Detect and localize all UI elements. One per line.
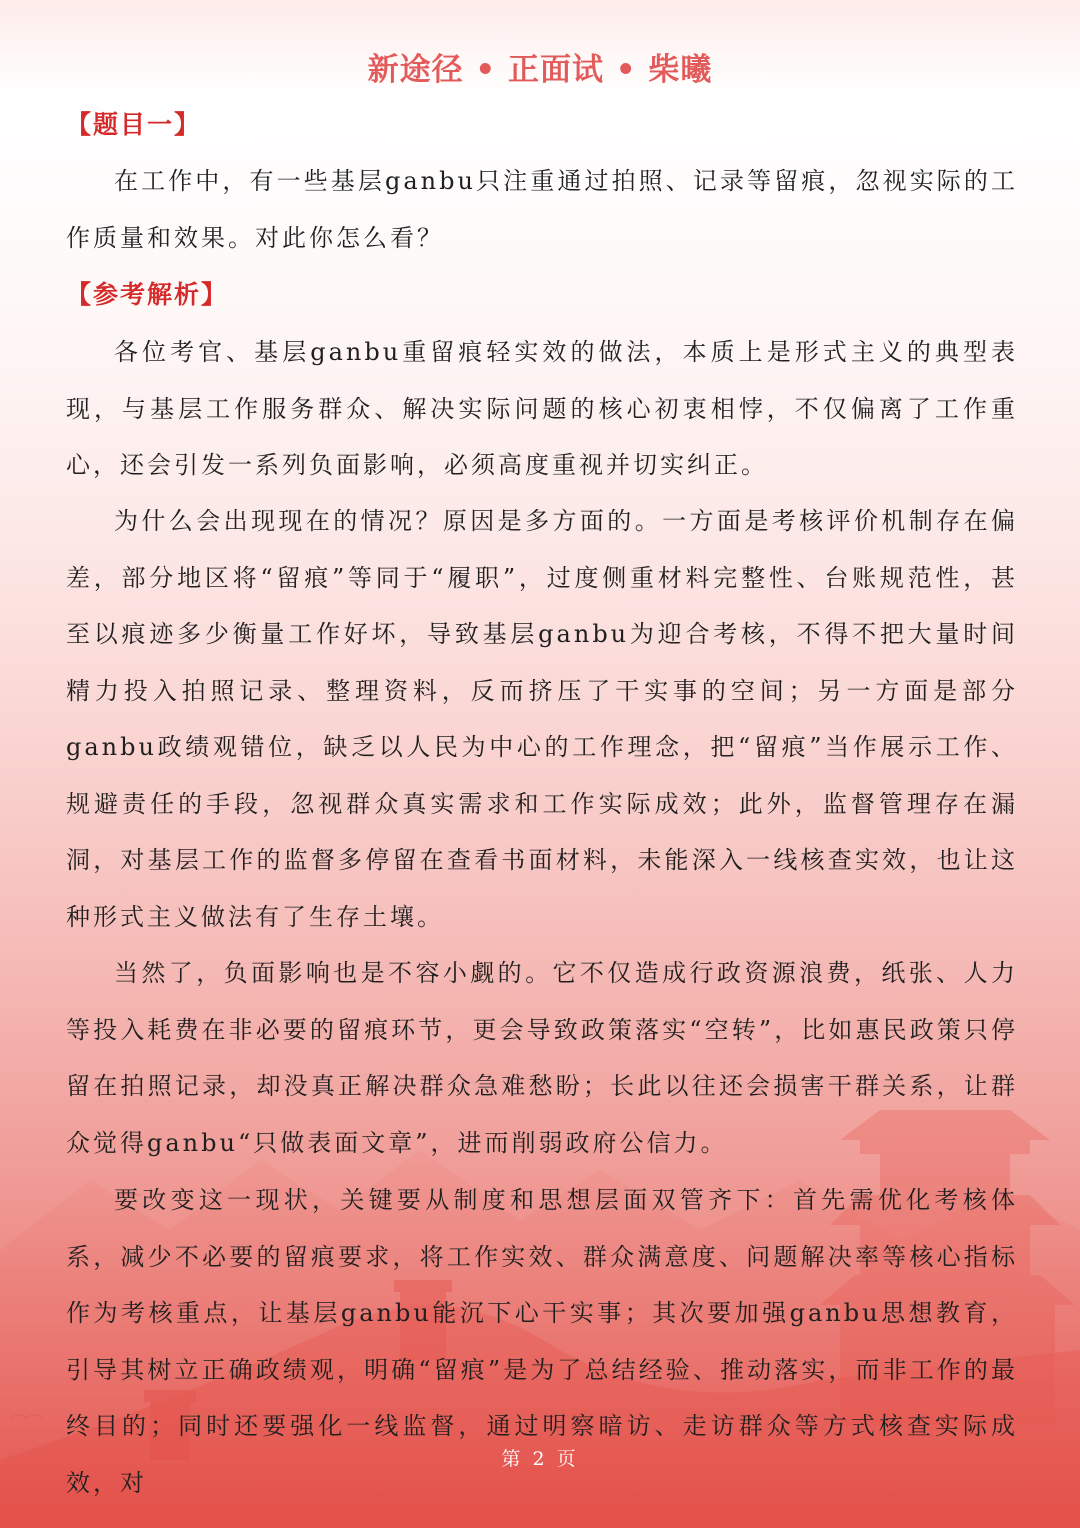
analysis-paragraph-4: 要改变这一现状，关键要从制度和思想层面双管齐下：首先需优化考核体系，减少不必要的留痕要求，将工作实效、群众满意度、问题解决率等核心指标作为考核重点，让基层ganbu能沉下心干实事；其次要加强ganbu思想教育，引导其树立正确政绩观，明确“留痕”是为了总结经验、推动落实，而非工作的最终目的；同时还要强化一线监督，通过明察暗访、走访群众等方式核查实际成效，对 bbox=[66, 1186, 1018, 1497]
question-text: 在工作中，有一些基层ganbu只注重通过拍照、记录等留痕，忽视实际的工作质量和效果。对此你怎么看？ bbox=[66, 167, 1018, 252]
analysis-heading: 【参考解析】 bbox=[66, 280, 229, 309]
analysis-paragraph-2: 为什么会出现现在的情况？原因是多方面的。一方面是考核评价机制存在偏差，部分地区将“留痕”等同于“履职”，过度侧重材料完整性、台账规范性，甚至以痕迹多少衡量工作好坏，导致基层ganbu为迎合考核，不得不把大量时间精力投入拍照记录、整理资料，反而挤压了干实事的空间；另一方面是部分ganbu政绩观错位，缺乏以人民为中心的工作理念，把“留痕”当作展示工作、规避责任的手段，忽视群众真实需求和工作实际成效；此外，监督管理存在漏洞，对基层工作的监督多停留在查看书面材料，未能深入一线核查实效，也让这种形式主义做法有了生存土壤。 bbox=[66, 507, 1018, 931]
document-title: 新途径 • 正面试 • 柴曦 bbox=[367, 52, 713, 88]
analysis-paragraph-1: 各位考官、基层ganbu重留痕轻实效的做法，本质上是形式主义的典型表现，与基层工作服务群众、解决实际问题的核心初衷相悖，不仅偏离了工作重心，还会引发一系列负面影响，必须高度重视并切实纠正。 bbox=[66, 338, 1018, 479]
question-heading: 【题目一】 bbox=[66, 110, 202, 139]
analysis-paragraph-3: 当然了，负面影响也是不容小觑的。它不仅造成行政资源浪费，纸张、人力等投入耗费在非必要的留痕环节，更会导致政策落实“空转”，比如惠民政策只停留在拍照记录，却没真正解决群众急难愁盼；长此以往还会损害干群关系，让群众觉得ganbu“只做表面文章”，进而削弱政府公信力。 bbox=[66, 959, 1018, 1157]
page-number: 第 2 页 bbox=[501, 1448, 579, 1470]
